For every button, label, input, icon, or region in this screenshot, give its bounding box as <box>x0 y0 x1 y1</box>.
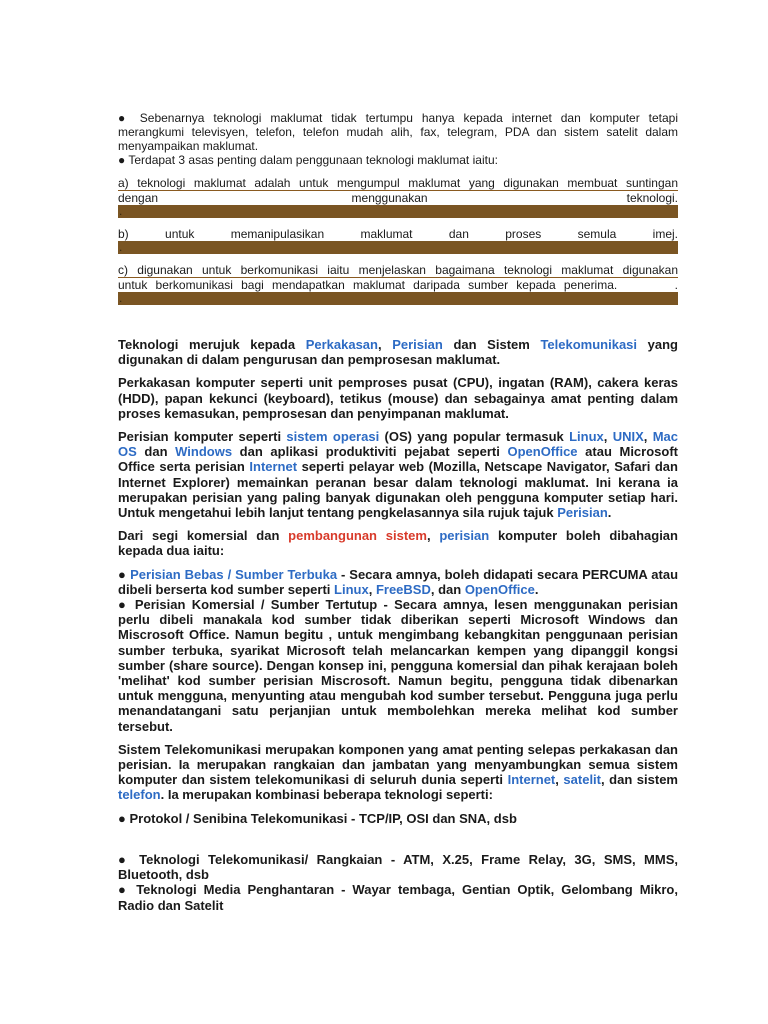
bullet-protokol: ● Protokol / Senibina Telekomunikasi - TCP/IP, OSI dan SNA, dsb <box>118 810 517 826</box>
link-perisian-bebas[interactable]: Perisian Bebas / Sumber Terbuka <box>130 566 338 582</box>
link-unix[interactable]: UNIX <box>612 429 644 445</box>
link-pembangunan-sistem[interactable]: pembangunan sistem <box>288 528 427 544</box>
paragraph-perisian-komersial: ● Perisian Komersial / Sumber Tertutup - Secara amnya, lesen menggunakan perisian perlu dibeli manakala kod sumber tidak diberikan seperti Microsoft Windows dan Miscrosoft Office. Namun begitu , untuk mengimbang kebangkitan penggunaan perisian sumber terbuka, syarikat Microsoft telah melancarkan kempen yang dipanggil kongsi sumber (share source). Dengan konsep ini, pengguna komersial dan pihak kerajaan boleh 'melihat' kod sumber perisian Miscrosoft. Namun begitu, pengguna tidak dibenarkan untuk mengguna, menyunting atau mengubah kod sumber tersebut. Pengguna juga perlu menandatangani satu perjanjian untuk membolehkan mereka melihat kod sumber tersebut. <box>118 597 678 734</box>
link-sistem-operasi[interactable]: sistem operasi <box>286 429 380 445</box>
paragraph-perkakasan: Perkakasan komputer seperti unit pemproses pusat (CPU), ingatan (RAM), cakera keras (HDD), papan kekunci (keyboard), tetikus (mouse) dan sebagainya amat penting dalam proses kemasukan, pemprosesan dan penyimpanan maklumat. <box>118 375 678 421</box>
link-telekomunikasi[interactable]: Telekomunikasi <box>540 337 638 352</box>
item-a <box>118 176 678 218</box>
main-content <box>118 337 678 913</box>
top-section <box>118 111 678 167</box>
brown-bar-2: . <box>118 241 678 254</box>
link-openoffice-2[interactable]: OpenOffice <box>464 581 535 597</box>
bullet-teknologi-media: ● Teknologi Media Penghantaran - Wayar tembaga, Gentian Optik, Gelombang Mikro, Radio dan Satelit <box>118 882 678 913</box>
bullet-paragraph-2: ● Terdapat 3 asas penting dalam penggunaan teknologi maklumat iaitu: <box>118 153 498 167</box>
item-c <box>118 263 678 305</box>
link-satelit[interactable]: satelit <box>563 772 601 788</box>
item-c-line-1: c) digunakan untuk berkomunikasi iaitu menjelaskan bagaimana teknologi maklumat digunakan <box>118 263 678 277</box>
paragraph-teknologi: Teknologi merujuk kepada Perkakasan, Perisian dan Sistem Telekomunikasi yang digunakan di dalam pengurusan dan pemprosesan maklumat. <box>118 337 678 368</box>
item-b <box>118 227 678 254</box>
item-c-line-2: untuk berkomunikasi bagi mendapatkan maklumat daripada sumber kepada penerima. . <box>118 278 678 292</box>
link-perisian-tajuk[interactable]: Perisian <box>557 505 608 521</box>
item-a-line-2: dengan menggunakan teknologi. <box>118 191 678 205</box>
link-openoffice[interactable]: OpenOffice <box>507 444 578 460</box>
paragraph-telekomunikasi: Sistem Telekomunikasi merupakan komponen yang amat penting selepas perkakasan dan perisian. Ia merupakan rangkaian dan jambatan yang menyambungkan semua sistem komputer dan sistem telekomunikasi di seluruh dunia seperti Internet, satelit, dan sistem telefon. Ia merupakan kombinasi beberapa teknologi seperti: <box>118 741 678 803</box>
bullet-paragraph-1: ● Sebenarnya teknologi maklumat tidak tertumpu hanya kepada internet dan komputer tetapi merangkumi televisyen, telefon, telefon mudah alih, fax, telegram, PDA dan sistem satelit dalam menyampaikan maklumat. <box>118 111 678 153</box>
link-internet[interactable]: Internet <box>249 459 298 475</box>
link-telefon[interactable]: telefon <box>118 787 161 803</box>
brown-bar-3: . <box>118 292 678 305</box>
link-linux-2[interactable]: Linux <box>334 581 369 597</box>
brown-bar-1: . <box>118 205 678 218</box>
link-freebsd[interactable]: FreeBSD <box>375 581 431 597</box>
link-perisian-2[interactable]: perisian <box>439 528 490 544</box>
paragraph-perisian-bebas: ● Perisian Bebas / Sumber Terbuka - Secara amnya, boleh didapati secara PERCUMA atau dibeli berserta kod sumber seperti Linux, FreeBSD, dan OpenOffice. <box>118 566 679 597</box>
paragraph-perisian: Perisian komputer seperti sistem operasi (OS) yang popular termasuk Linux, UNIX, Mac OS dan Windows dan aplikasi produktiviti pejabat seperti OpenOffice atau Microsoft Office serta perisian Internet seperti pelayar web (Mozilla, Netscape Navigator, Safari dan Internet Explorer) memainkan peranan besar dalam teknologi maklumat. Ini kerana ia merupakan perisian yang paling banyak digunakan oleh pengguna komputer setiap hari. Untuk mengetahui lebih lanjut tentang pengkelasannya sila rujuk tajuk Perisian. <box>118 429 678 521</box>
link-internet-2[interactable]: Internet <box>507 772 556 788</box>
bullet-teknologi-telekomunikasi: ● Teknologi Telekomunikasi/ Rangkaian - ATM, X.25, Frame Relay, 3G, SMS, MMS, Bluetooth, dsb <box>118 851 678 883</box>
link-mac-os[interactable]: Mac OS <box>118 429 678 460</box>
item-b-line: b) untuk memanipulasikan maklumat dan proses semula imej. <box>118 227 678 241</box>
item-a-line-1: a) teknologi maklumat adalah untuk mengumpul maklumat yang digunakan membuat suntingan <box>118 176 678 190</box>
paragraph-komersial: Dari segi komersial dan pembangunan sistem, perisian komputer boleh dibahagian kepada dua iaitu: <box>118 528 678 559</box>
link-linux[interactable]: Linux <box>569 429 604 445</box>
link-windows[interactable]: Windows <box>175 444 233 460</box>
link-perkakasan[interactable]: Perkakasan <box>305 337 378 352</box>
link-perisian[interactable]: Perisian <box>392 337 443 352</box>
